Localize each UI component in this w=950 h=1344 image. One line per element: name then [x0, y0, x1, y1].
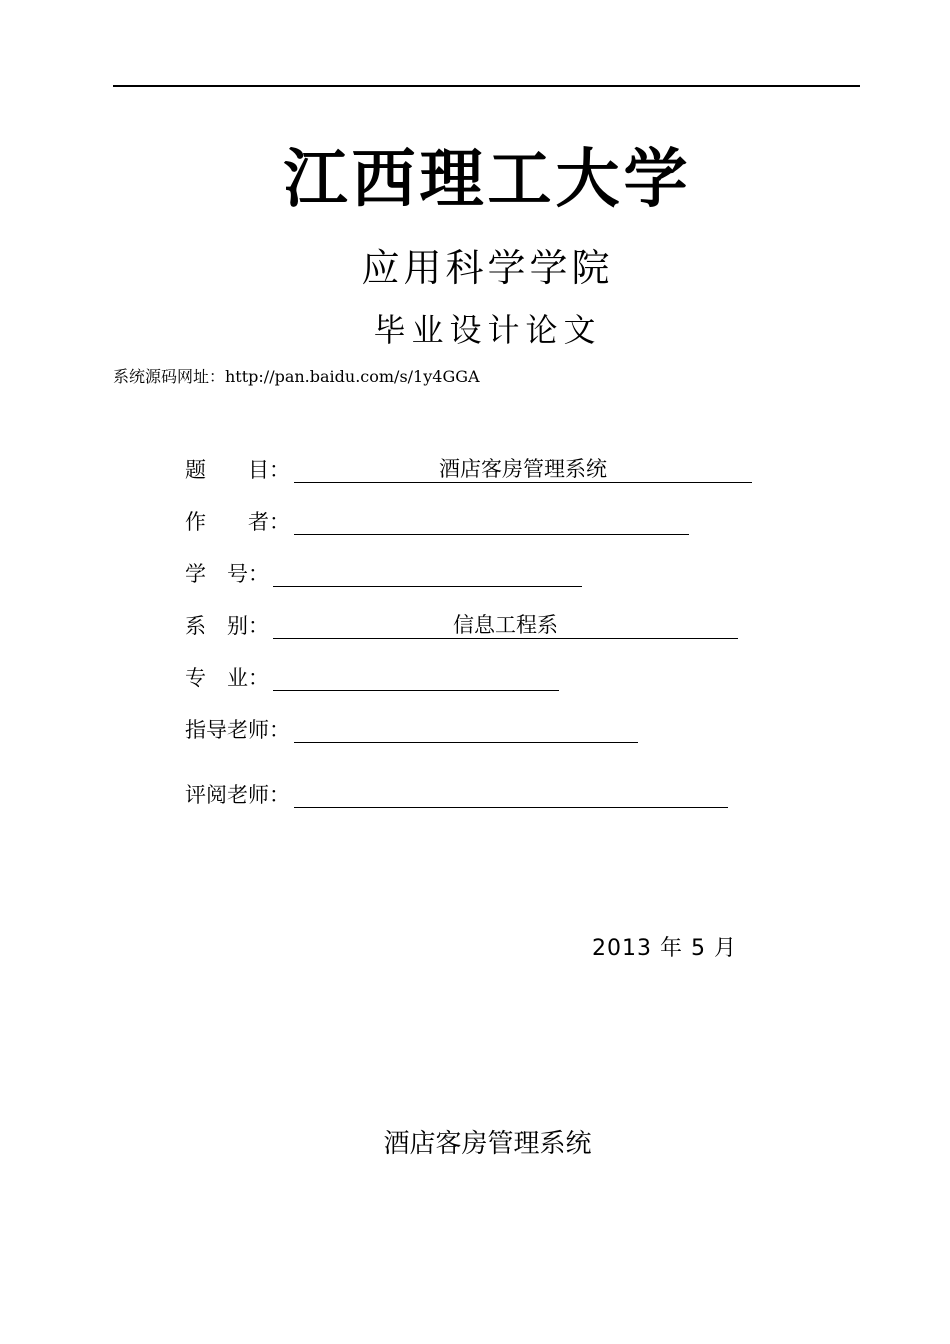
field-title [185, 453, 752, 483]
field-student-id-value [273, 560, 582, 587]
field-advisor [185, 713, 638, 743]
university-name: 江西理工大学 [283, 142, 692, 217]
field-student-id [185, 557, 582, 587]
document-type: 毕业设计论文 [373, 311, 602, 349]
field-author-label: 作 者： [185, 510, 290, 534]
top-horizontal-rule [113, 85, 860, 87]
field-title-value: 酒店客房管理系统 [294, 456, 752, 483]
field-major-value [273, 664, 559, 691]
field-author [185, 505, 689, 535]
field-department [185, 609, 738, 639]
source-code-url: 系统源码网址：http://pan.baidu.com/s/1y4GGA [113, 367, 480, 386]
field-department-value: 信息工程系 [273, 612, 738, 639]
college-name: 应用科学学院 [361, 246, 614, 290]
field-reviewer-value [294, 781, 728, 808]
field-major-label: 专 业： [185, 666, 269, 690]
submission-date: 2013 年 5 月 [592, 936, 737, 961]
field-advisor-label: 指导老师： [185, 718, 290, 742]
field-department-label: 系 别： [185, 614, 269, 638]
field-major [185, 661, 559, 691]
field-student-id-label: 学 号： [185, 562, 269, 586]
field-reviewer-label: 评阅老师： [185, 783, 290, 807]
field-author-value [294, 508, 689, 535]
footer-thesis-title: 酒店客房管理系统 [383, 1129, 592, 1159]
field-title-label: 题 目： [185, 458, 290, 482]
field-reviewer [185, 778, 728, 808]
field-advisor-value [294, 716, 638, 743]
